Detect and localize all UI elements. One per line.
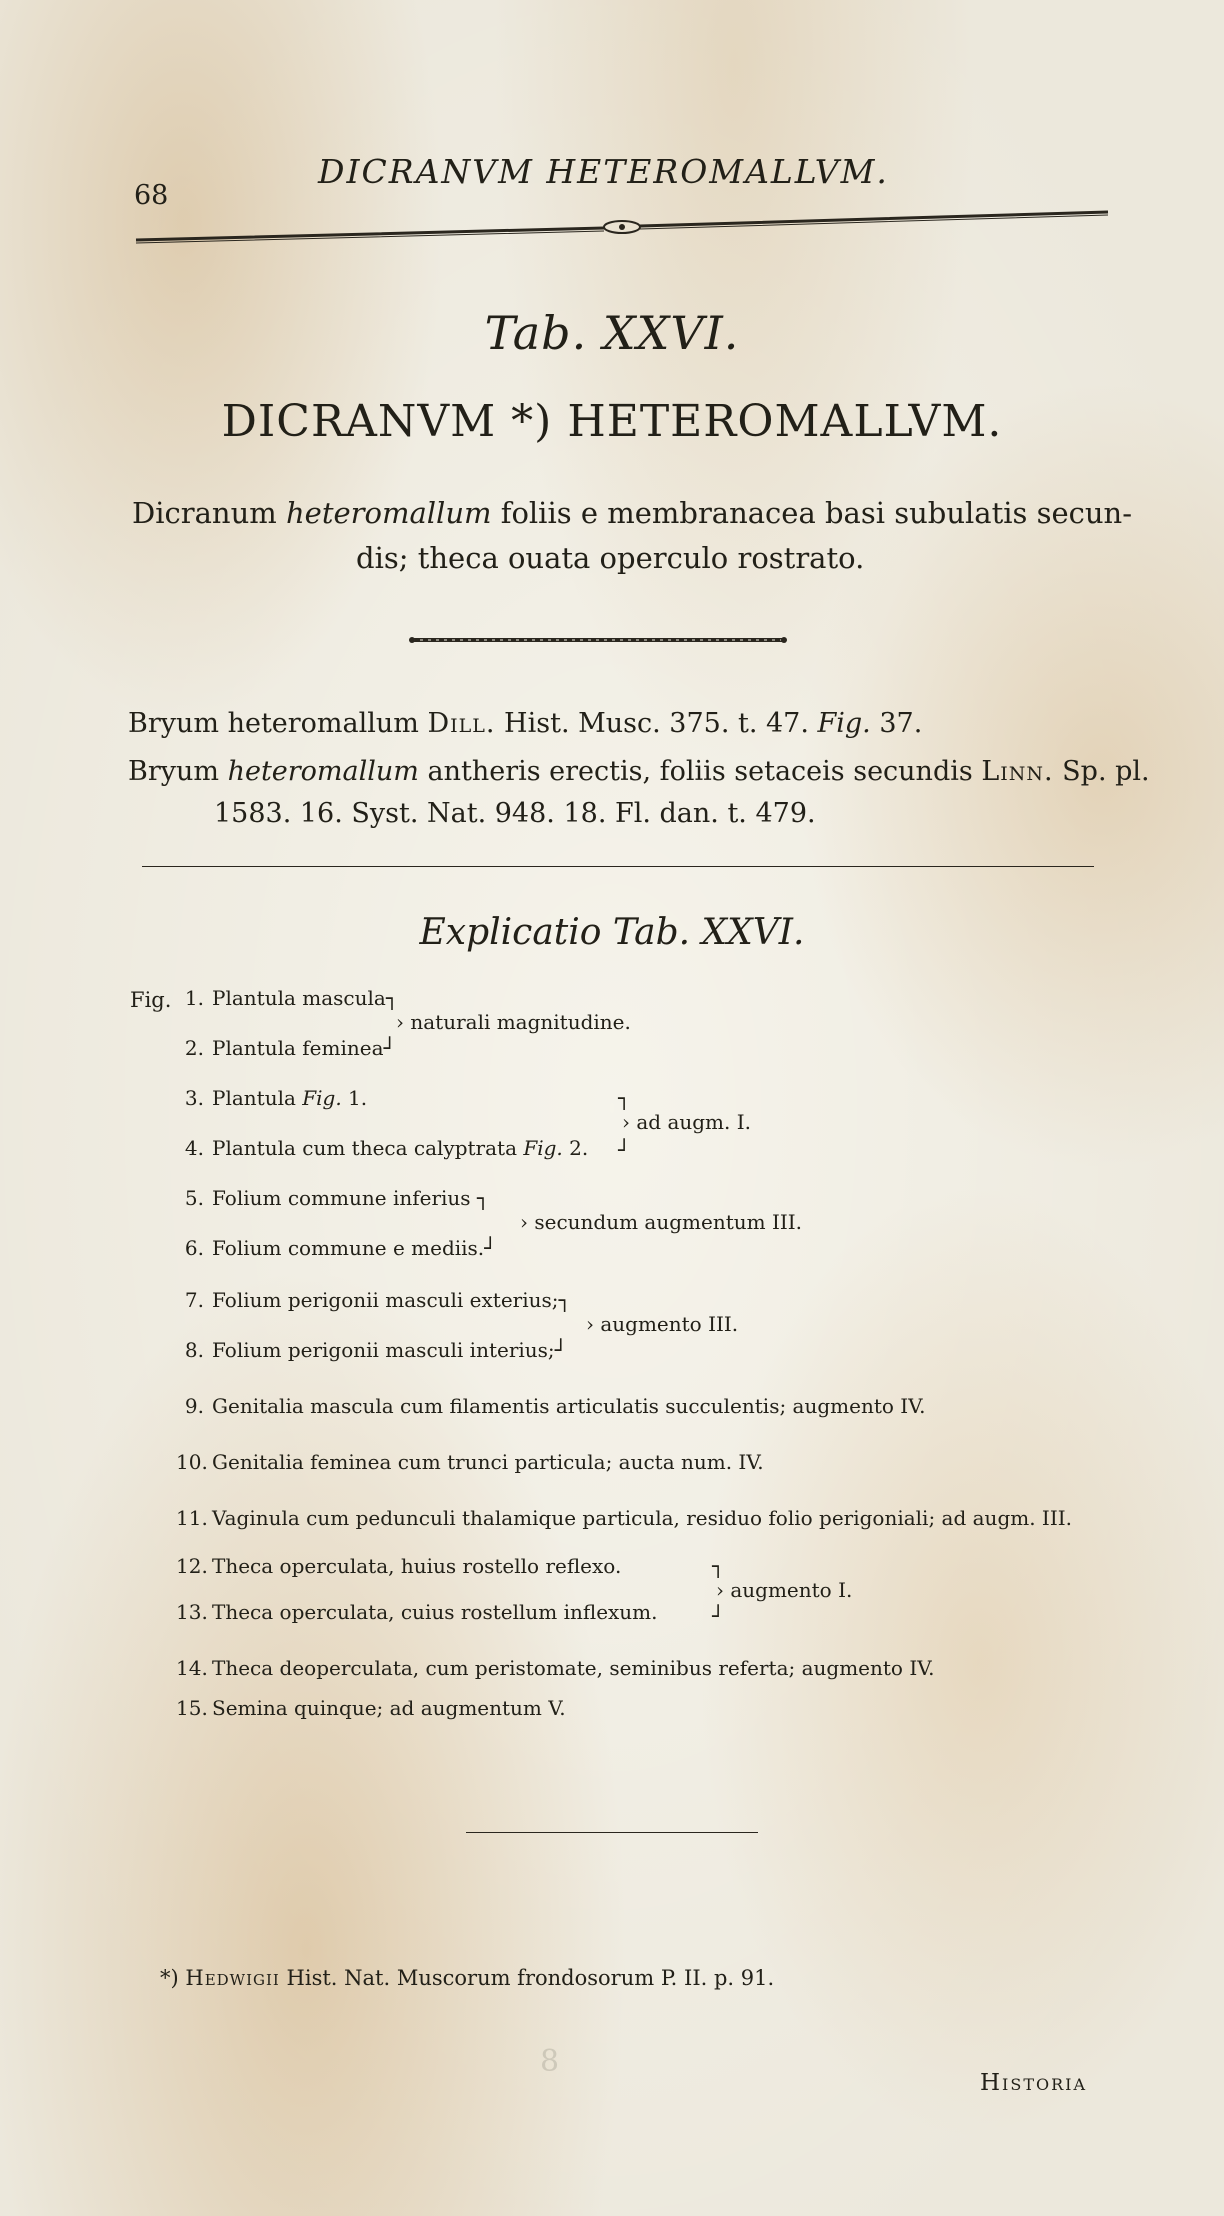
figure-text: Plantula cum theca calyptrata xyxy=(212,1136,524,1160)
brace-top: ┐ xyxy=(618,1086,631,1110)
figure-item xyxy=(176,1086,367,1110)
group-text: secundum augmentum III. xyxy=(534,1210,803,1234)
synonym-text: Hist. Musc. 375. t. 47. xyxy=(495,708,818,739)
brace-top: ┐ xyxy=(558,1288,571,1312)
figure-text: Semina quinque; ad augmentum V. xyxy=(212,1696,566,1720)
figure-number: 13. xyxy=(176,1600,208,1624)
figure-item xyxy=(176,1186,489,1210)
figure-number: 15. xyxy=(176,1696,208,1720)
figure-number: 4. xyxy=(184,1136,204,1160)
ornamental-rule xyxy=(408,630,788,650)
synonym-text: Bryum xyxy=(128,756,228,787)
catchword: Historia xyxy=(980,2070,1088,2096)
figure-number: 10. xyxy=(176,1450,208,1474)
header-rule xyxy=(134,190,1110,250)
figure-item xyxy=(176,1036,396,1060)
figure-number: 3. xyxy=(184,1086,204,1110)
synonym-fig: Fig. xyxy=(817,708,871,739)
figure-text: 2. xyxy=(562,1136,589,1160)
brace-mid: › xyxy=(622,1110,637,1134)
figure-text: Plantula xyxy=(212,1086,303,1110)
brace-mid: › xyxy=(396,1010,411,1034)
brace-bottom: ┘ xyxy=(618,1138,631,1162)
brace-bottom: ┘ xyxy=(383,1036,396,1060)
diagnosis-line-1 xyxy=(132,496,1132,530)
figure-number: 8. xyxy=(184,1338,204,1362)
figure-text: Plantula feminea xyxy=(212,1036,384,1060)
figure-number: 9. xyxy=(184,1394,204,1418)
figure-item xyxy=(176,1394,925,1418)
diagnosis-text: foliis e membranacea basi subulatis secun- xyxy=(491,496,1133,530)
brace-mid: › xyxy=(520,1210,535,1234)
figure-item xyxy=(176,1136,588,1160)
figure-fig: Fig. xyxy=(302,1086,342,1110)
footnote-mark: *) xyxy=(160,1966,179,1990)
brace-top: ┐ xyxy=(712,1554,725,1578)
group-note xyxy=(622,1110,751,1134)
section-rule xyxy=(142,866,1094,867)
group-text: augmento III. xyxy=(600,1312,739,1336)
figure-item xyxy=(176,1236,496,1260)
figure-item xyxy=(176,1506,1072,1530)
synonym-linnaeus-line-2: 1583. 16. Syst. Nat. 948. 18. Fl. dan. t. 479. xyxy=(214,798,816,829)
figure-number: 6. xyxy=(184,1236,204,1260)
figure-number: 1. xyxy=(184,986,204,1010)
figure-text: Genitalia feminea cum trunci particula; aucta num. IV. xyxy=(212,1450,764,1474)
figure-text: 1. xyxy=(341,1086,368,1110)
table-title: Tab. XXVI. xyxy=(484,306,740,360)
bleed-through-mark: 8 xyxy=(540,2044,560,2079)
brace-mid: › xyxy=(716,1578,731,1602)
figure-text: Theca operculata, huius rostello reflexo. xyxy=(212,1554,622,1578)
group-note xyxy=(520,1210,802,1234)
figure-text: Theca operculata, cuius rostellum inflexum. xyxy=(212,1600,658,1624)
synonym-text: Sp. pl. xyxy=(1053,756,1150,787)
explicatio-title: Explicatio Tab. XXVI. xyxy=(419,912,805,953)
figure-item xyxy=(176,1656,935,1680)
brace-bottom: ┘ xyxy=(484,1236,497,1260)
figure-item xyxy=(176,1554,621,1578)
figure-number: 14. xyxy=(176,1656,208,1680)
brace-top: ┐ xyxy=(470,1186,489,1210)
figure-number: 11. xyxy=(176,1506,208,1530)
figure-text: Folium commune e mediis. xyxy=(212,1236,485,1260)
synonym-text: 37. xyxy=(870,708,923,739)
brace-bottom: ┘ xyxy=(554,1338,567,1362)
figure-item xyxy=(176,1600,658,1624)
figure-number: 2. xyxy=(184,1036,204,1060)
figure-text: Folium commune inferius xyxy=(212,1186,471,1210)
brace-bottom: ┘ xyxy=(712,1604,725,1628)
species-title: DICRANVM *) HETEROMALLVM. xyxy=(221,396,1003,447)
group-text: naturali magnitudine. xyxy=(410,1010,631,1034)
brace-top: ┐ xyxy=(385,986,398,1010)
page-number: 68 xyxy=(134,180,169,211)
synonym-text: antheris erectis, foliis setaceis secundis xyxy=(418,756,982,787)
group-text: augmento I. xyxy=(730,1578,853,1602)
synonym-linnaeus xyxy=(128,756,1150,787)
diagnosis-italic: heteromallum xyxy=(286,496,492,530)
figure-number: 5. xyxy=(184,1186,204,1210)
diagnosis-text: Dicranum xyxy=(132,496,286,530)
diagnosis-line-2: dis; theca ouata operculo rostrato. xyxy=(356,541,865,575)
synonym-author: Linn. xyxy=(981,756,1054,787)
synonym-dillenius xyxy=(128,708,922,739)
footnote-text: Hist. Nat. Muscorum frondosorum P. II. p. 91. xyxy=(279,1966,775,1990)
figure-number: 12. xyxy=(176,1554,208,1578)
brace-mid: › xyxy=(586,1312,601,1336)
figure-number: 7. xyxy=(184,1288,204,1312)
running-head: DICRANVM HETEROMALLVM. xyxy=(318,152,889,191)
figure-text: Folium perigonii masculi exterius; xyxy=(212,1288,559,1312)
figure-text: Vaginula cum pedunculi thalamique particula, residuo folio perigoniali; ad augm. III. xyxy=(212,1506,1072,1530)
figure-item xyxy=(176,1338,567,1362)
figure-text: Theca deoperculata, cum peristomate, seminibus referta; augmento IV. xyxy=(212,1656,935,1680)
figure-item xyxy=(176,1450,764,1474)
footnote-rule xyxy=(466,1832,758,1833)
figure-text: Plantula mascula xyxy=(212,986,386,1010)
figure-text: Genitalia mascula cum filamentis articulatis succulentis; augmento IV. xyxy=(212,1394,926,1418)
figure-item xyxy=(176,1696,566,1720)
figure-text: Folium perigonii masculi interius; xyxy=(212,1338,555,1362)
synonym-author: Dill. xyxy=(427,708,496,739)
group-text: ad augm. I. xyxy=(636,1110,751,1134)
footnote-author: Hedwigii xyxy=(185,1966,280,1990)
figure-fig: Fig. xyxy=(523,1136,563,1160)
synonym-italic: heteromallum xyxy=(227,756,419,787)
group-note xyxy=(396,1010,631,1034)
synonym-text: Bryum heteromallum xyxy=(128,708,428,739)
figure-item xyxy=(176,1288,571,1312)
fig-label: Fig. xyxy=(130,988,172,1012)
group-note xyxy=(716,1578,852,1602)
footnote xyxy=(160,1966,774,1990)
figure-item xyxy=(176,986,398,1010)
group-note xyxy=(586,1312,738,1336)
